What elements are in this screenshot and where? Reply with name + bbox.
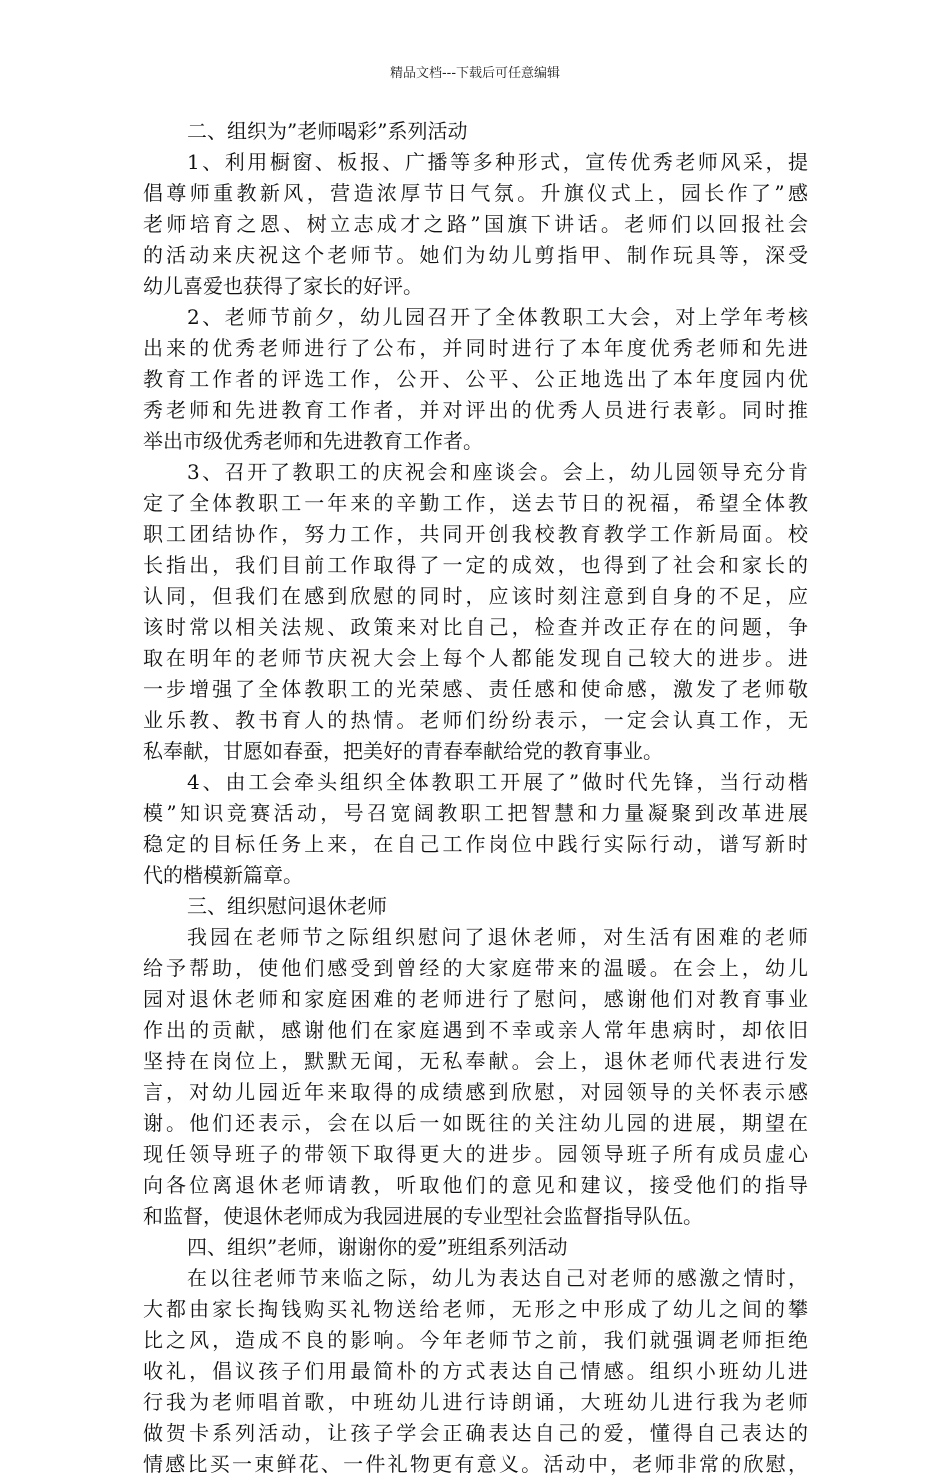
- text-line: 4、由工会牵头组织全体教职工开展了”做时代先锋，当行动楷: [187, 770, 808, 794]
- text-line: 2、老师节前夕，幼儿园召开了全体教职工大会，对上学年考核: [187, 305, 808, 329]
- text-line: 倡尊师重教新风，营造浓厚节日气氛。升旗仪式上，园长作了”感: [143, 181, 808, 205]
- text-line: 代的楷模新篇章。: [143, 863, 303, 887]
- text-line: 秀老师和先进教育工作者，并对评出的优秀人员进行表彰。同时推: [143, 398, 808, 422]
- text-line: 老师培育之恩、树立志成才之路”国旗下讲话。老师们以回报社会: [143, 212, 808, 236]
- text-line: 和监督，使退休老师成为我园进展的专业型社会监督指导队伍。: [143, 1204, 703, 1228]
- text-line: 私奉献，甘愿如春蚕，把美好的青春奉献给党的教育事业。: [143, 739, 663, 763]
- text-line: 职工团结协作，努力工作，共同开创我校教育教学工作新局面。校: [143, 522, 808, 546]
- text-line: 情感比买一束鲜花、一件礼物更有意义。活动中，老师非常的欣慰，: [143, 1452, 808, 1476]
- text-line: 举出市级优秀老师和先进教育工作者。: [143, 429, 483, 453]
- text-line: 言，对幼儿园近年来取得的成绩感到欣慰，对园领导的关怀表示感: [143, 1080, 808, 1104]
- text-line: 的活动来庆祝这个老师节。她们为幼儿剪指甲、制作玩具等，深受: [143, 243, 808, 267]
- text-line: 四、组织”老师，谢谢你的爱”班组系列活动: [187, 1235, 568, 1259]
- text-line: 定了全体教职工一年来的辛勤工作，送去节日的祝福，希望全体教: [143, 491, 808, 515]
- text-line: 稳定的目标任务上来，在自己工作岗位中践行实际行动，谱写新时: [143, 832, 808, 856]
- text-line: 该时常以相关法规、政策来对比自己，检查并改正存在的问题，争: [143, 615, 808, 639]
- text-line: 做贺卡系列活动，让孩子学会正确表达自己的爱，懂得自己表达的: [143, 1421, 808, 1445]
- text-line: 1、利用橱窗、板报、广播等多种形式，宣传优秀老师风采，提: [187, 150, 808, 174]
- text-line: 收礼，倡议孩子们用最简朴的方式表达自己情感。组织小班幼儿进: [143, 1359, 808, 1383]
- text-line: 取在明年的老师节庆祝大会上每个人都能发现自己较大的进步。进: [143, 646, 808, 670]
- text-line: 一步增强了全体教职工的光荣感、责任感和使命感，激发了老师敬: [143, 677, 808, 701]
- text-line: 三、组织慰问退休老师: [187, 894, 387, 918]
- text-line: 谢。他们还表示，会在以后一如既往的关注幼儿园的进展，期望在: [143, 1111, 808, 1135]
- text-line: 向各位离退休老师请教，听取他们的意见和建议，接受他们的指导: [143, 1173, 808, 1197]
- text-line: 模”知识竞赛活动，号召宽阔教职工把智慧和力量凝聚到改革进展: [143, 801, 808, 825]
- text-line: 行我为老师唱首歌，中班幼儿进行诗朗诵，大班幼儿进行我为老师: [143, 1390, 808, 1414]
- text-line: 比之风，造成不良的影响。今年老师节之前，我们就强调老师拒绝: [143, 1328, 808, 1352]
- text-line: 幼儿喜爱也获得了家长的好评。: [143, 274, 423, 298]
- text-line: 在以往老师节来临之际，幼儿为表达自己对老师的感激之情时，: [187, 1266, 808, 1290]
- text-line: 给予帮助，使他们感受到曾经的大家庭带来的温暖。在会上，幼儿: [143, 956, 808, 980]
- text-line: 业乐教、教书育人的热情。老师们纷纷表示，一定会认真工作，无: [143, 708, 808, 732]
- text-line: 园对退休老师和家庭困难的老师进行了慰问，感谢他们对教育事业: [143, 987, 808, 1011]
- text-line: 现任领导班子的带领下取得更大的进步。园领导班子所有成员虚心: [143, 1142, 808, 1166]
- text-line: 二、组织为”老师喝彩”系列活动: [187, 119, 468, 143]
- text-line: 教育工作者的评选工作，公开、公平、公正地选出了本年度园内优: [143, 367, 808, 391]
- text-line: 3、召开了教职工的庆祝会和座谈会。会上，幼儿园领导充分肯: [187, 460, 808, 484]
- text-line: 作出的贡献，感谢他们在家庭遇到不幸或亲人常年患病时，却依旧: [143, 1018, 808, 1042]
- page-header-note: 精品文档---下载后可任意编辑: [389, 66, 561, 81]
- text-line: 认同，但我们在感到欣慰的同时，应该时刻注意到自身的不足，应: [143, 584, 808, 608]
- text-line: 出来的优秀老师进行了公布，并同时进行了本年度优秀老师和先进: [143, 336, 808, 360]
- text-line: 长指出，我们目前工作取得了一定的成效，也得到了社会和家长的: [143, 553, 808, 577]
- text-line: 大都由家长掏钱购买礼物送给老师，无形之中形成了幼儿之间的攀: [143, 1297, 808, 1321]
- text-line: 我园在老师节之际组织慰问了退休老师，对生活有困难的老师: [187, 925, 808, 949]
- text-line: 坚持在岗位上，默默无闻，无私奉献。会上，退休老师代表进行发: [143, 1049, 808, 1073]
- document-body: [143, 116, 808, 1480]
